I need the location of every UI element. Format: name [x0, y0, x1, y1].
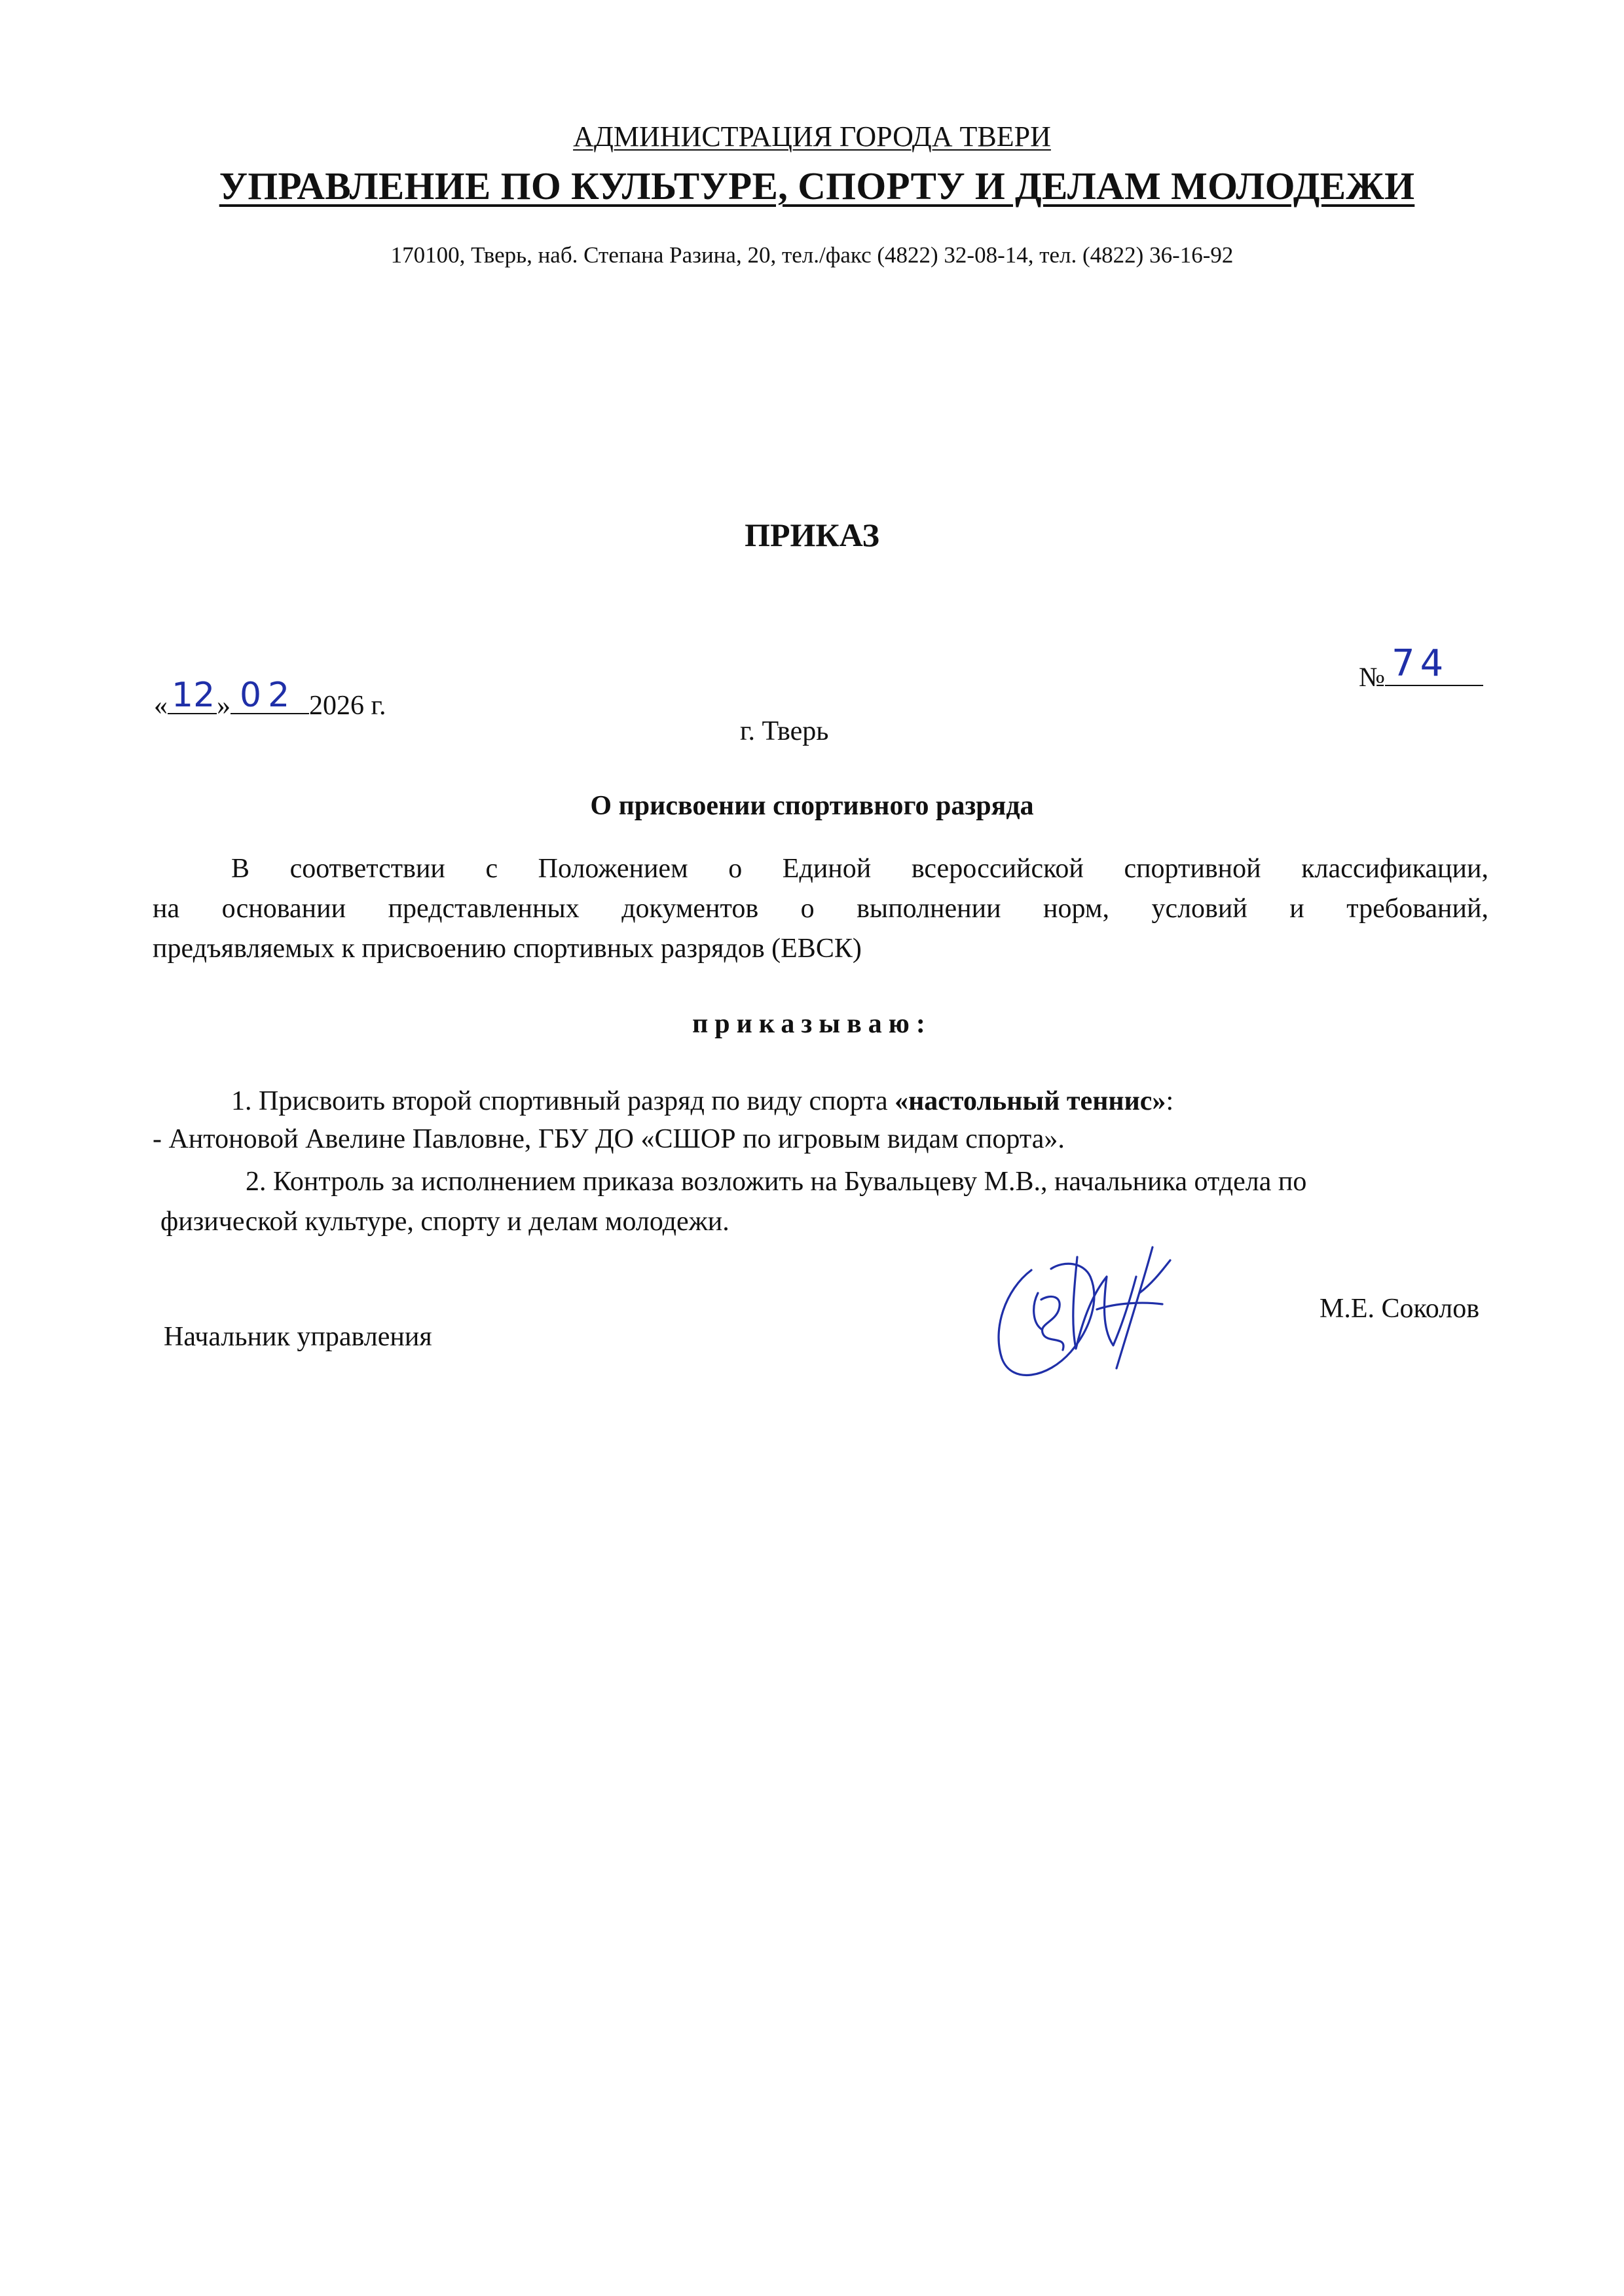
preamble-paragraph	[153, 849, 1488, 969]
item2-line: физической культуре, спорту и делам молодежи.	[160, 1207, 729, 1237]
item1-lead: 1. Присвоить второй спортивный разряд по виду спорта	[231, 1086, 895, 1116]
date-open-quote: «	[154, 691, 168, 721]
number-value: 74	[1392, 642, 1449, 683]
date-day-value: 12	[172, 676, 215, 712]
order-item-1	[231, 1085, 1173, 1117]
number-handwriting	[1385, 642, 1483, 683]
department-address: 170100, Тверь, наб. Степана Разина, 20, тел./факс (4822) 32-08-14, тел. (4822) 36-16-92	[390, 242, 1234, 268]
order-item-1-person: - Антоновой Авелине Павловне, ГБУ ДО «СШОР по игровым видам спорта».	[153, 1124, 1065, 1154]
preamble-line: В соответствии с Положением о Единой всероссийской спортивной классификации,	[231, 854, 1488, 884]
preamble-line: на основании представленных документов о выполнении норм, условий и требований,	[153, 894, 1488, 924]
signatory-role: Начальник управления	[164, 1322, 432, 1352]
document-number	[1359, 642, 1483, 695]
item2-line: 2. Контроль за исполнением приказа возложить на Бувальцеву М.В., начальника отдела по	[246, 1167, 1307, 1197]
order-item-2	[160, 1162, 1486, 1242]
administration-title: АДМИНИСТРАЦИЯ ГОРОДА ТВЕРИ	[573, 120, 1051, 153]
date-month-handwriting	[231, 675, 309, 712]
document-city: г. Тверь	[740, 716, 829, 746]
date-month-field	[231, 676, 309, 714]
document-subject: О присвоении спортивного разряда	[590, 791, 1034, 821]
item1-sport: «настольный теннис»	[895, 1086, 1166, 1116]
number-field	[1385, 642, 1483, 686]
date-close-quote: »	[217, 691, 231, 721]
order-word: приказываю:	[692, 1009, 932, 1039]
document-type-title: ПРИКАЗ	[745, 517, 879, 553]
date-day-field	[168, 676, 217, 714]
handwritten-signature	[986, 1231, 1202, 1388]
department-title: УПРАВЛЕНИЕ ПО КУЛЬТУРЕ, СПОРТУ И ДЕЛАМ МОЛОДЕЖИ	[219, 164, 1415, 208]
document-date	[154, 676, 386, 723]
signatory-name: М.Е. Соколов	[1320, 1294, 1480, 1324]
date-day-handwriting	[168, 675, 217, 712]
number-prefix: №	[1359, 663, 1386, 693]
date-year: 2026 г.	[309, 691, 386, 721]
item1-tail: :	[1166, 1086, 1174, 1116]
date-month-value: 02	[240, 676, 297, 712]
preamble-line: предъявляемых к присвоению спортивных разрядов (ЕВСК)	[153, 934, 862, 964]
